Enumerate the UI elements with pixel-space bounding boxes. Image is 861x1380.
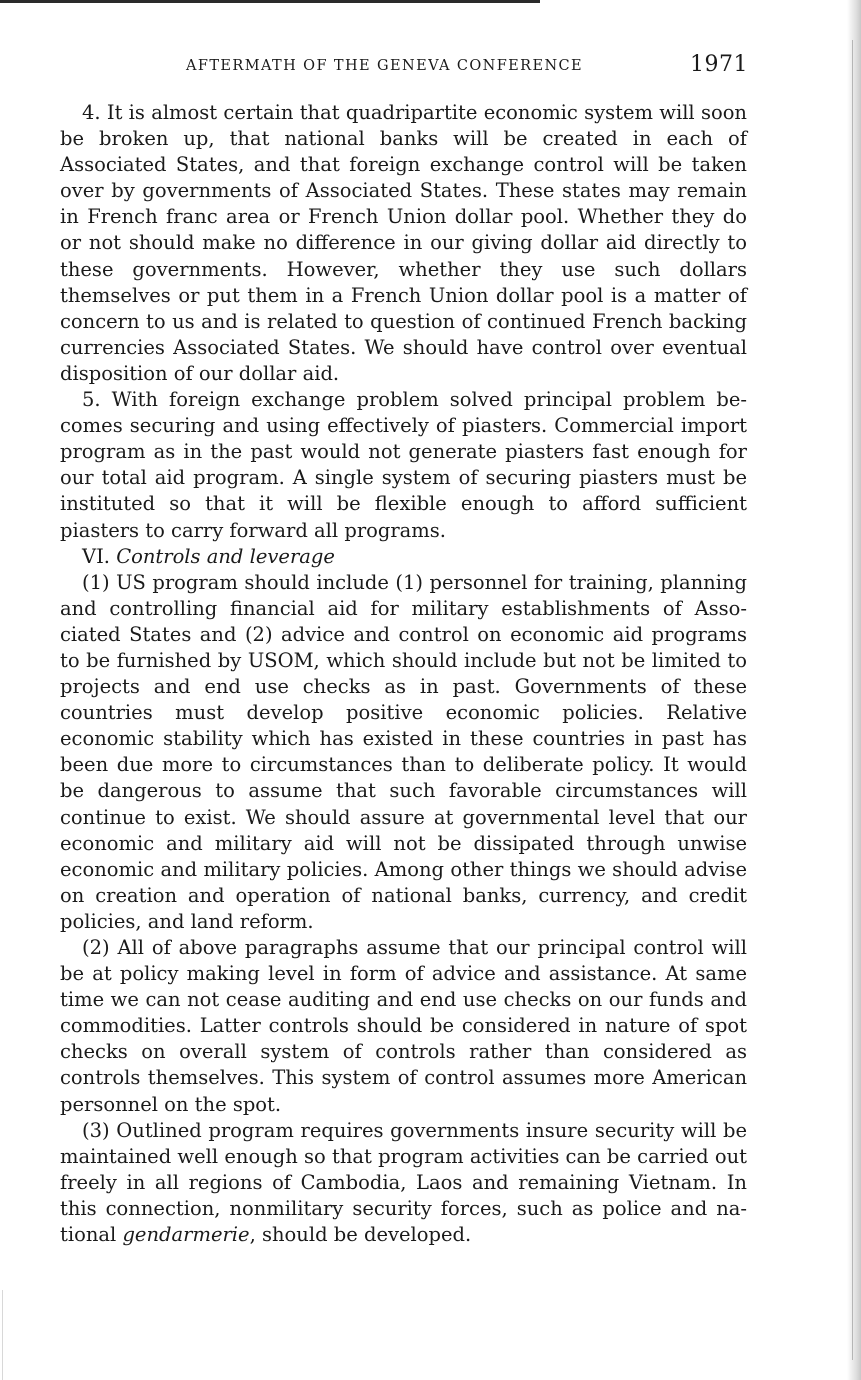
- section-heading-number: VI.: [82, 544, 117, 568]
- paragraph-vi-1: (1) US program should include (1) personnel for training, planning and controlling financial aid for military establishments of Associated States and (2) advice and control on economic aid programs to be furnished by USOM, which should include but not be limited to projects and end use checks as in past. Governments of these countries must develop positive economic policies. Relative economic stability which has existed in these countries in past has been due more to circumstances than to deliberate policy. It would be dangerous to assume that such favorable circumstances will continue to exist. We should assure at governmental level that our economic and military aid will not be dissipated through unwise economic and military policies. Among other things we should advise on creation and operation of national banks, currency, and credit policies, and land reform.: [60, 570, 747, 933]
- paragraph-vi-3-text: (3) Outlined program requires governments insure security will be maintained well enough so that program activities can be carried out freely in all regions of Cambodia, Laos and remaining Vietnam. In this connection, nonmilitary security forces, such as police and national: [60, 1118, 747, 1247]
- paragraph-vi-3-ending: , should be developed.: [249, 1223, 472, 1247]
- paragraph-vi-3: [60, 1118, 747, 1248]
- body-text: [60, 100, 747, 1248]
- paragraph-4: 4. It is almost certain that quadripartite economic system will soon be broken up, that national banks will be created in each of Associated States, and that foreign exchange control will be taken over by governments of Associated States. These states may remain in French franc area or French Union dollar pool. Whether they do or not should make no difference in our giving dollar aid directly to these governments. However, whether they use such dollars themselves or put them in a French Union dollar pool is a matter of concern to us and is related to question of continued French backing currencies Associated States. We should have control over eventual disposition of our dollar aid.: [60, 101, 747, 385]
- top-rule: [0, 0, 540, 3]
- paragraph-5: 5. With foreign exchange problem solved principal problem becomes securing and using effectively of piasters. Commercial import program as in the past would not generate piasters fast enough for our total aid program. A single system of securing piasters must be instituted so that it will be flexible enough to afford sufficient piasters to carry forward all programs.: [60, 388, 747, 542]
- section-heading-title: Controls and leverage: [116, 544, 335, 568]
- page-edge-line: [852, 40, 853, 1360]
- page-number: 1971: [690, 52, 748, 77]
- running-title: AFTERMATH OF THE GENEVA CONFERENCE: [186, 58, 584, 74]
- section-heading-vi: [60, 544, 747, 570]
- paragraph-vi-2: (2) All of above paragraphs assume that our principal control will be at policy making level in form of advice and assistance. At same time we can not cease auditing and end use checks on our funds and commodities. Latter controls should be considered in nature of spot checks on overall system of controls rather than considered as controls themselves. This system of control assumes more American personnel on the spot.: [60, 936, 747, 1116]
- page-edge-shadow: [847, 0, 861, 1380]
- left-margin-trace: [2, 1290, 3, 1380]
- paragraph-vi-3-italic-term: gendarmerie: [122, 1223, 250, 1247]
- page-header: [186, 52, 748, 82]
